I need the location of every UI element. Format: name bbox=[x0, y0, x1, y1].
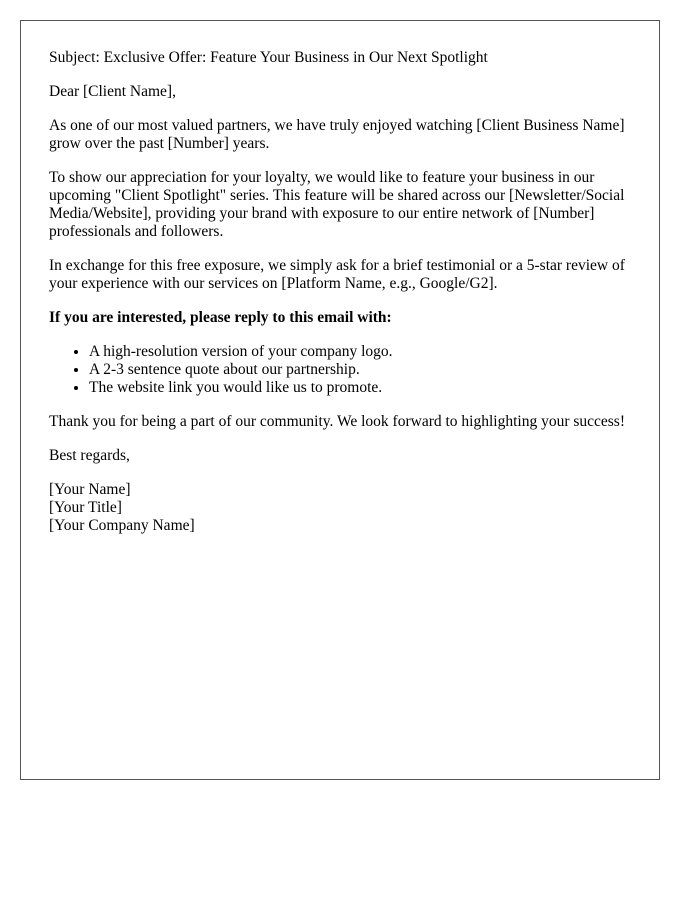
greeting: Dear [Client Name], bbox=[49, 83, 176, 100]
letter-body bbox=[20, 20, 660, 780]
request-list bbox=[49, 343, 631, 397]
signature-company: [Your Company Name] bbox=[49, 517, 195, 534]
paragraph-exchange: In exchange for this free exposure, we simply ask for a brief testimonial or a 5-star review of your experience with our services on [Platform Name, e.g., Google/G2]. bbox=[49, 257, 625, 292]
closing-paragraph: Thank you for being a part of our community. We look forward to highlighting your success! bbox=[49, 413, 626, 430]
signature-name: [Your Name] bbox=[49, 481, 131, 498]
list-item: • The website link you would like us to promote. bbox=[89, 379, 631, 397]
list-item: • A high-resolution version of your company logo. bbox=[89, 343, 631, 361]
paragraph-offer: To show our appreciation for your loyalty, we would like to feature your business in our upcoming "Client Spotlight" series. This feature will be shared across our [Newsletter/Social Media/Website], providing your brand with exposure to our entire network of [Number] professionals and followers. bbox=[49, 169, 625, 240]
signature-block bbox=[49, 481, 631, 535]
signature-title: [Your Title] bbox=[49, 499, 122, 516]
request-heading: If you are interested, please reply to this email with: bbox=[49, 309, 392, 326]
list-item: • A 2-3 sentence quote about our partnership. bbox=[89, 361, 631, 379]
paragraph-intro: As one of our most valued partners, we have truly enjoyed watching [Client Business Name] grow over the past [Number] years. bbox=[49, 117, 625, 152]
subject-line: Subject: Exclusive Offer: Feature Your Business in Our Next Spotlight bbox=[49, 49, 488, 66]
sign-off: Best regards, bbox=[49, 447, 130, 464]
